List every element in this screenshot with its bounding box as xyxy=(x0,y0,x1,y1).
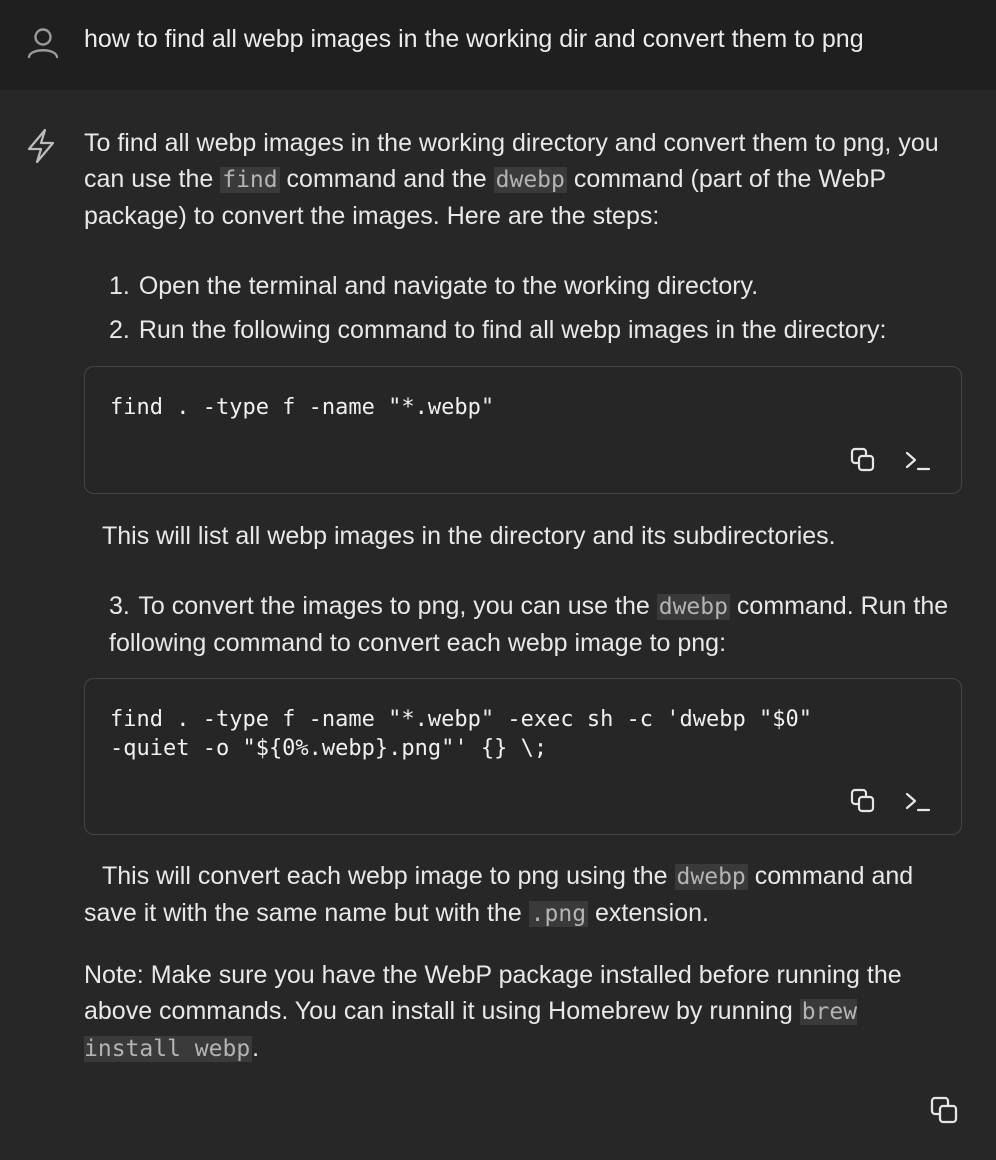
copy-icon[interactable] xyxy=(848,786,878,816)
intro-text-3: command (part of the WebP package) to convert the images. Here are the steps: xyxy=(84,165,886,230)
intro-text-2: command and the xyxy=(279,165,494,193)
note-text-2: . xyxy=(252,1034,260,1062)
copy-icon[interactable] xyxy=(848,445,878,475)
after-code-2-paragraph xyxy=(84,858,964,932)
inline-code-png: .png xyxy=(530,901,587,927)
user-message-row xyxy=(0,0,996,90)
step-text: Open the terminal and navigate to the working directory. xyxy=(138,272,759,300)
inline-code-find: find xyxy=(222,167,278,193)
step-1 xyxy=(109,268,959,304)
code-text: find . -type f -name "*.webp" -exec sh -c 'dwebp "$0" -quiet -o "${0%.webp}.png"' {} \; xyxy=(110,707,812,761)
intro-text-1: To find all webp images in the working directory and convert them to png, you can use the xyxy=(84,129,939,193)
inline-code-dwebp: dwebp xyxy=(658,594,728,620)
code-text: find . -type f -name "*.webp" xyxy=(110,395,495,420)
inline-code-dwebp: dwebp xyxy=(495,167,565,193)
terminal-icon[interactable] xyxy=(903,445,933,475)
step-number: 2. xyxy=(109,316,130,344)
step-3 xyxy=(109,588,959,661)
step-3-text-2: command. Run the following command to convert each webp image to png: xyxy=(109,592,949,657)
user-icon xyxy=(24,24,62,62)
step-3-text-1: To convert the images to png, you can use the xyxy=(138,592,657,620)
inline-code-dwebp: dwebp xyxy=(676,864,746,890)
terminal-icon[interactable] xyxy=(903,786,933,816)
after-code-2-text-2: command and save it with the same name but with the xyxy=(84,862,914,927)
step-2 xyxy=(109,312,959,348)
step-number: 3. xyxy=(109,592,130,620)
bolt-icon xyxy=(24,127,58,165)
after-code-1-text: This will list all webp images in the directory and its subdirectories. xyxy=(102,522,836,550)
note-text-1: Note: Make sure you have the WebP package installed before running the above commands. You can install it using Homebrew by running xyxy=(84,961,902,1025)
code-block-2 xyxy=(84,678,962,835)
copy-response-icon[interactable] xyxy=(928,1094,962,1128)
inline-code-brew-install: brew install webp xyxy=(84,999,858,1062)
intro-paragraph xyxy=(84,125,964,234)
step-number: 1. xyxy=(109,272,130,300)
step-text: Run the following command to find all webp images in the directory: xyxy=(138,316,887,344)
code-block-1 xyxy=(84,366,962,494)
after-code-2-text-1: This will convert each webp image to png using the xyxy=(102,862,675,890)
after-code-2-text-3: extension. xyxy=(588,899,709,927)
note-paragraph xyxy=(84,957,964,1067)
user-message-text: how to find all webp images in the working dir and convert them to png xyxy=(84,25,864,53)
